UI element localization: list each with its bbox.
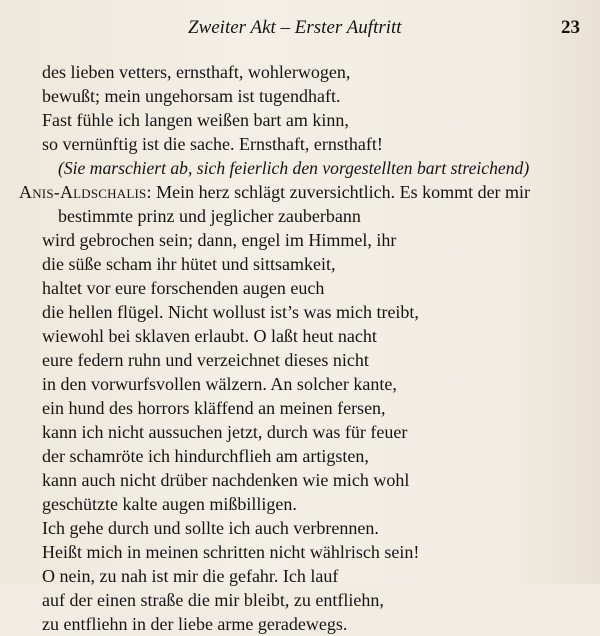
stage-direction: (Sie marschiert ab, sich feierlich den vorgestellten bart streichend) (58, 158, 530, 178)
verse-line: eure federn ruhn und verzeichnet dieses nicht (42, 350, 369, 370)
verse-line: haltet vor eure forschenden augen euch (42, 278, 325, 298)
page-number: 23 (561, 17, 580, 38)
speaker-name: Anis-Aldschalis: (19, 182, 152, 202)
verse-line: wird gebrochen sein; dann, engel im Himmel, ihr (42, 230, 397, 250)
verse-line: Fast fühle ich langen weißen bart am kinn, (42, 110, 349, 130)
verse-line: Ich gehe durch und sollte ich auch verbrennen. (42, 518, 379, 538)
verse-line: geschützte kalte augen mißbilligen. (42, 494, 297, 514)
verse-line: zu entfliehn in der liebe arme geradewegs. (42, 614, 348, 634)
verse-line: kann auch nicht drüber nachdenken wie mich wohl (42, 470, 410, 490)
page-header (0, 14, 600, 42)
verse-line: des lieben vetters, ernsthaft, wohlerwogen, (42, 62, 351, 82)
verse-line: kann ich nicht aussuchen jetzt, durch was für feuer (42, 422, 408, 442)
running-title: Zweiter Akt – Erster Auftritt (188, 17, 402, 38)
verse-line: bestimmte prinz und jeglicher zauberbann (58, 206, 361, 226)
verse-line: bewußt; mein ungehorsam ist tugendhaft. (42, 86, 341, 106)
verse-line: die hellen flügel. Nicht wollust ist’s was mich treibt, (42, 302, 419, 322)
verse-line: so vernünftig ist die sache. Ernsthaft, ernsthaft! (42, 134, 383, 154)
speaker-line (19, 180, 530, 204)
verse-line: der schamröte ich hindurchflieh am artigsten, (42, 446, 369, 466)
verse-line: Heißt mich in meinen schritten nicht wählrisch sein! (42, 542, 420, 562)
verse-line: die süße scham ihr hütet und sittsamkeit, (42, 254, 336, 274)
verse-line: auf der einen straße die mir bleibt, zu entfliehn, (42, 590, 384, 610)
verse-line: Mein herz schlägt zuversichtlich. Es kommt der mir (156, 182, 531, 202)
verse-line: ein hund des horrors kläffend an meinen fersen, (42, 398, 386, 418)
verse-line: O nein, zu nah ist mir die gefahr. Ich lauf (42, 566, 339, 586)
verse-line: in den vorwurfsvollen wälzern. An solcher kante, (42, 374, 397, 394)
verse-line: wiewohl bei sklaven erlaubt. O laßt heut nacht (42, 326, 377, 346)
